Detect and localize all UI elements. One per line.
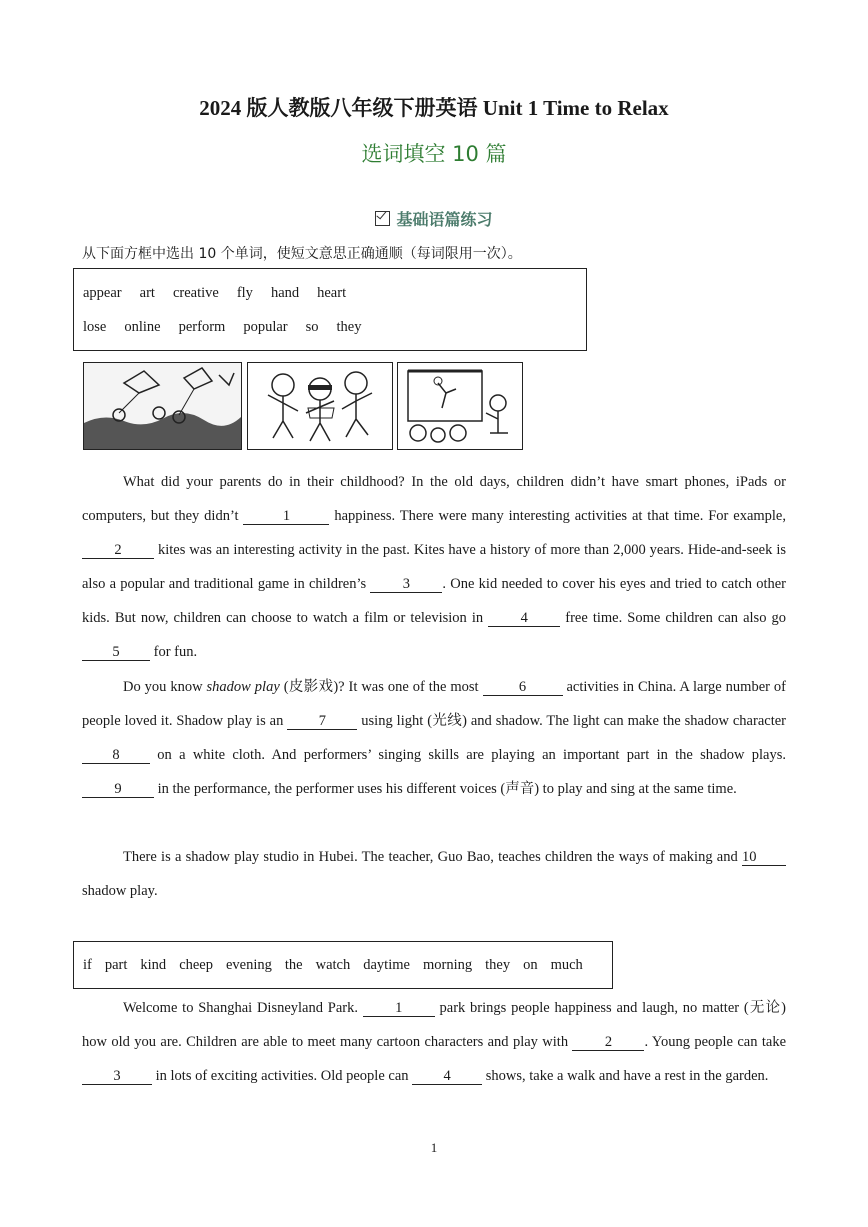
passage-1-paragraph-1 — [82, 465, 786, 669]
blank-8[interactable]: 8 — [82, 747, 150, 764]
passage-text: Do you know — [123, 679, 207, 695]
word-option: evening — [226, 957, 272, 973]
passage-text: free time. Some children can also go — [560, 610, 786, 626]
word-option: part — [104, 957, 128, 973]
word-option: creative — [172, 285, 219, 301]
passage-1-paragraph-2 — [82, 670, 786, 806]
word-option: watch — [315, 957, 351, 973]
word-option: so — [305, 319, 319, 335]
blank-6[interactable]: 6 — [483, 679, 563, 696]
blank-3[interactable]: 3 — [82, 1068, 152, 1085]
blank-1[interactable]: 1 — [243, 508, 329, 525]
word-option: appear — [83, 285, 122, 301]
word-box-2 — [73, 941, 613, 989]
word-option: hand — [270, 285, 300, 301]
passage-text: Welcome to Shanghai Disneyland Park. — [123, 1000, 363, 1016]
word-option: they — [336, 319, 362, 335]
passage-text: activities in China. A large number of people loved it. Shadow play is an — [82, 679, 787, 729]
blank-3[interactable]: 3 — [370, 576, 442, 593]
word-box-2-row — [83, 957, 596, 974]
passage-2-paragraph-1 — [82, 991, 786, 1093]
word-option: fly — [236, 285, 253, 301]
blank-9[interactable]: 9 — [82, 781, 154, 798]
passage-text: . Young people can take — [644, 1034, 786, 1050]
instruction-text: 从下面方框中选出 10 个单词，使短文意思正确通顺（每词限用一次）。 — [82, 246, 522, 262]
passage-text: kites was an interesting activity in the past. Kites have a history of more than 2,000 years. Hide-and-seek is also a popular and traditional game in children’s — [82, 542, 786, 592]
passage-text: in the performance, the performer uses his different voices (声音) to play and sing at the same time. — [154, 781, 737, 797]
blank-7[interactable]: 7 — [287, 713, 357, 730]
word-option: they — [485, 957, 511, 973]
passage-text: shadow play. — [82, 883, 158, 899]
passage-text: in lots of exciting activities. Old people can — [152, 1068, 413, 1084]
passage-text: on a white cloth. And performers’ singing skills are playing an important part in the shadow plays. — [150, 747, 786, 763]
document-subtitle: 选词填空 10 篇 — [361, 142, 507, 166]
word-box-1 — [73, 268, 587, 351]
word-option: much — [550, 957, 583, 973]
section-heading — [0, 207, 868, 230]
blank-10[interactable]: 10 — [742, 849, 786, 866]
word-option: art — [139, 285, 155, 301]
passage-text: shows, take a walk and have a rest in the garden. — [482, 1068, 769, 1084]
passage-text: happiness. There were many interesting activities at that time. For example, — [329, 508, 786, 524]
passage-1-paragraph-3 — [82, 840, 786, 908]
page-number: 1 — [430, 1140, 438, 1155]
word-option: cheep — [179, 957, 213, 973]
word-box-1-row-1 — [83, 285, 364, 302]
word-option: lose — [83, 319, 107, 335]
word-option: heart — [317, 285, 347, 301]
word-option: if — [83, 957, 92, 973]
word-box-1-row-2 — [83, 319, 379, 336]
word-option: morning — [422, 957, 473, 973]
shadow-play-illustration — [397, 362, 523, 450]
passage-text: . One kid needed to cover his eyes and tried to catch other kids. But now, children can choose to watch a film or television in — [82, 576, 786, 626]
passage-text: What did your parents do in their childhood? In the old days, children didn’t have smart phones, iPads or computers, but they didn’t — [82, 474, 786, 524]
blank-1[interactable]: 1 — [363, 1000, 435, 1017]
blank-4[interactable]: 4 — [412, 1068, 482, 1085]
word-option: on — [523, 957, 538, 973]
passage-text: There is a shadow play studio in Hubei. The teacher, Guo Bao, teaches children the ways of making and — [123, 849, 742, 865]
document-title: 2024 版人教版八年级下册英语 Unit 1 Time to Relax — [199, 96, 669, 120]
word-option: kind — [140, 957, 167, 973]
hide-and-seek-illustration — [247, 362, 393, 450]
blank-5[interactable]: 5 — [82, 644, 150, 661]
blank-2[interactable]: 2 — [82, 542, 154, 559]
word-option: daytime — [363, 957, 410, 973]
word-option: perform — [178, 319, 226, 335]
blank-2[interactable]: 2 — [572, 1034, 644, 1051]
italic-term: shadow play — [206, 679, 280, 695]
passage-text: park brings people happiness and laugh, no matter (无论) how old you are. Children are able to meet many cartoon characters and play with — [82, 1000, 786, 1050]
word-option: online — [124, 319, 161, 335]
passage-text: (皮影戏)? It was one of the most — [279, 679, 483, 695]
passage-text: using light (光线) and shadow. The light can make the shadow character — [357, 713, 786, 729]
word-option: the — [284, 957, 303, 973]
blank-4[interactable]: 4 — [488, 610, 560, 627]
checklist-icon — [375, 211, 390, 226]
passage-text: for fun. — [150, 644, 198, 660]
section-label: 基础语篇练习 — [396, 210, 493, 229]
kite-flying-illustration — [83, 362, 242, 450]
word-option: popular — [243, 319, 288, 335]
